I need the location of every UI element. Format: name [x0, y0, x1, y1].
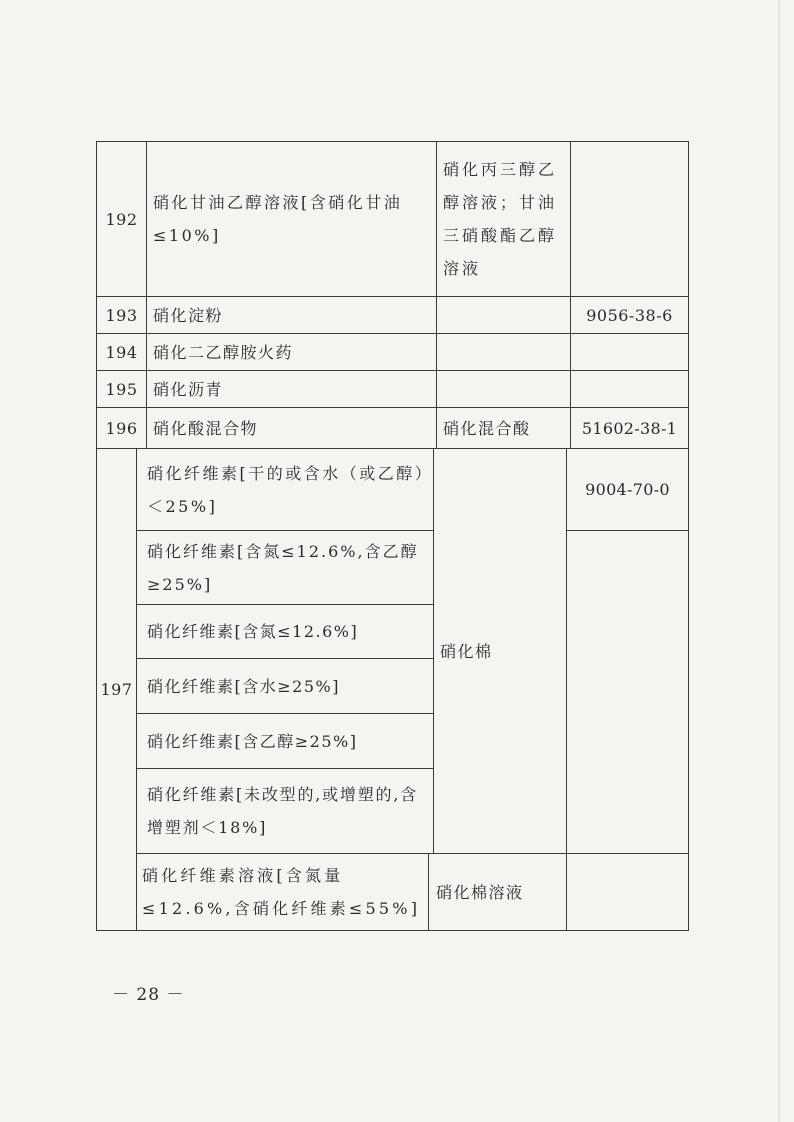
alias-name: 硝化丙三醇乙醇溶液；甘油三硝酸酯乙醇溶液	[443, 160, 558, 278]
table-border-bottom	[96, 930, 689, 931]
cas-number: 51602-38-1	[581, 418, 678, 438]
page-number: － 28 －	[112, 985, 185, 1005]
row-number: 195	[105, 379, 138, 399]
chemical-name: 硝化纤维素[含乙醇≥25%]	[147, 731, 358, 751]
alias-name	[443, 297, 569, 333]
row-number: 193	[105, 305, 138, 325]
row-number: 196	[105, 418, 138, 438]
col-divider	[433, 448, 434, 853]
alias-name	[443, 334, 569, 370]
cas-divider	[566, 530, 689, 531]
col-divider	[428, 853, 429, 931]
row-number: 197	[100, 680, 133, 699]
chemical-name: 硝化纤维素[未改型的,或增塑的,含增塑剂＜18%]	[147, 785, 419, 837]
chemical-name: 硝化纤维素溶液[含氮量≤12.6%,含硝化纤维素≤55%]	[142, 866, 421, 918]
cas-number	[571, 142, 688, 296]
alias-name: 硝化混合酸	[443, 418, 531, 438]
col-divider	[136, 448, 137, 931]
chemical-name: 硝化纤维素[含水≥25%]	[147, 676, 340, 696]
row-number: 192	[105, 209, 138, 229]
alias-name	[443, 371, 569, 407]
row-number: 194	[105, 342, 138, 362]
cas-number: 9056-38-6	[586, 305, 673, 325]
chemical-name: 硝化淀粉	[153, 305, 224, 325]
cas-number: 9004-70-0	[585, 480, 670, 499]
chemical-name: 硝化二乙醇胺火药	[153, 342, 294, 362]
alias-name: 硝化棉	[440, 641, 493, 661]
chemical-name: 硝化沥青	[153, 379, 224, 399]
chemical-name: 硝化纤维素[含氮≤12.6%,含乙醇≥25%]	[147, 541, 419, 594]
scan-edge	[778, 0, 780, 1122]
cas-number	[571, 371, 688, 407]
chemical-name: 硝化纤维素[干的或含水（或乙醇）＜25%]	[147, 463, 426, 516]
col-divider	[436, 141, 437, 448]
col-divider	[146, 141, 147, 448]
chemical-name: 硝化纤维素[含氮≤12.6%]	[147, 622, 359, 641]
table-border-right	[688, 141, 689, 931]
alias-name: 硝化棉溶液	[436, 882, 524, 902]
chemical-name: 硝化酸混合物	[153, 418, 259, 438]
cas-number	[571, 334, 688, 370]
chemical-name: 硝化甘油乙醇溶液[含硝化甘油≤10%]	[153, 193, 403, 245]
